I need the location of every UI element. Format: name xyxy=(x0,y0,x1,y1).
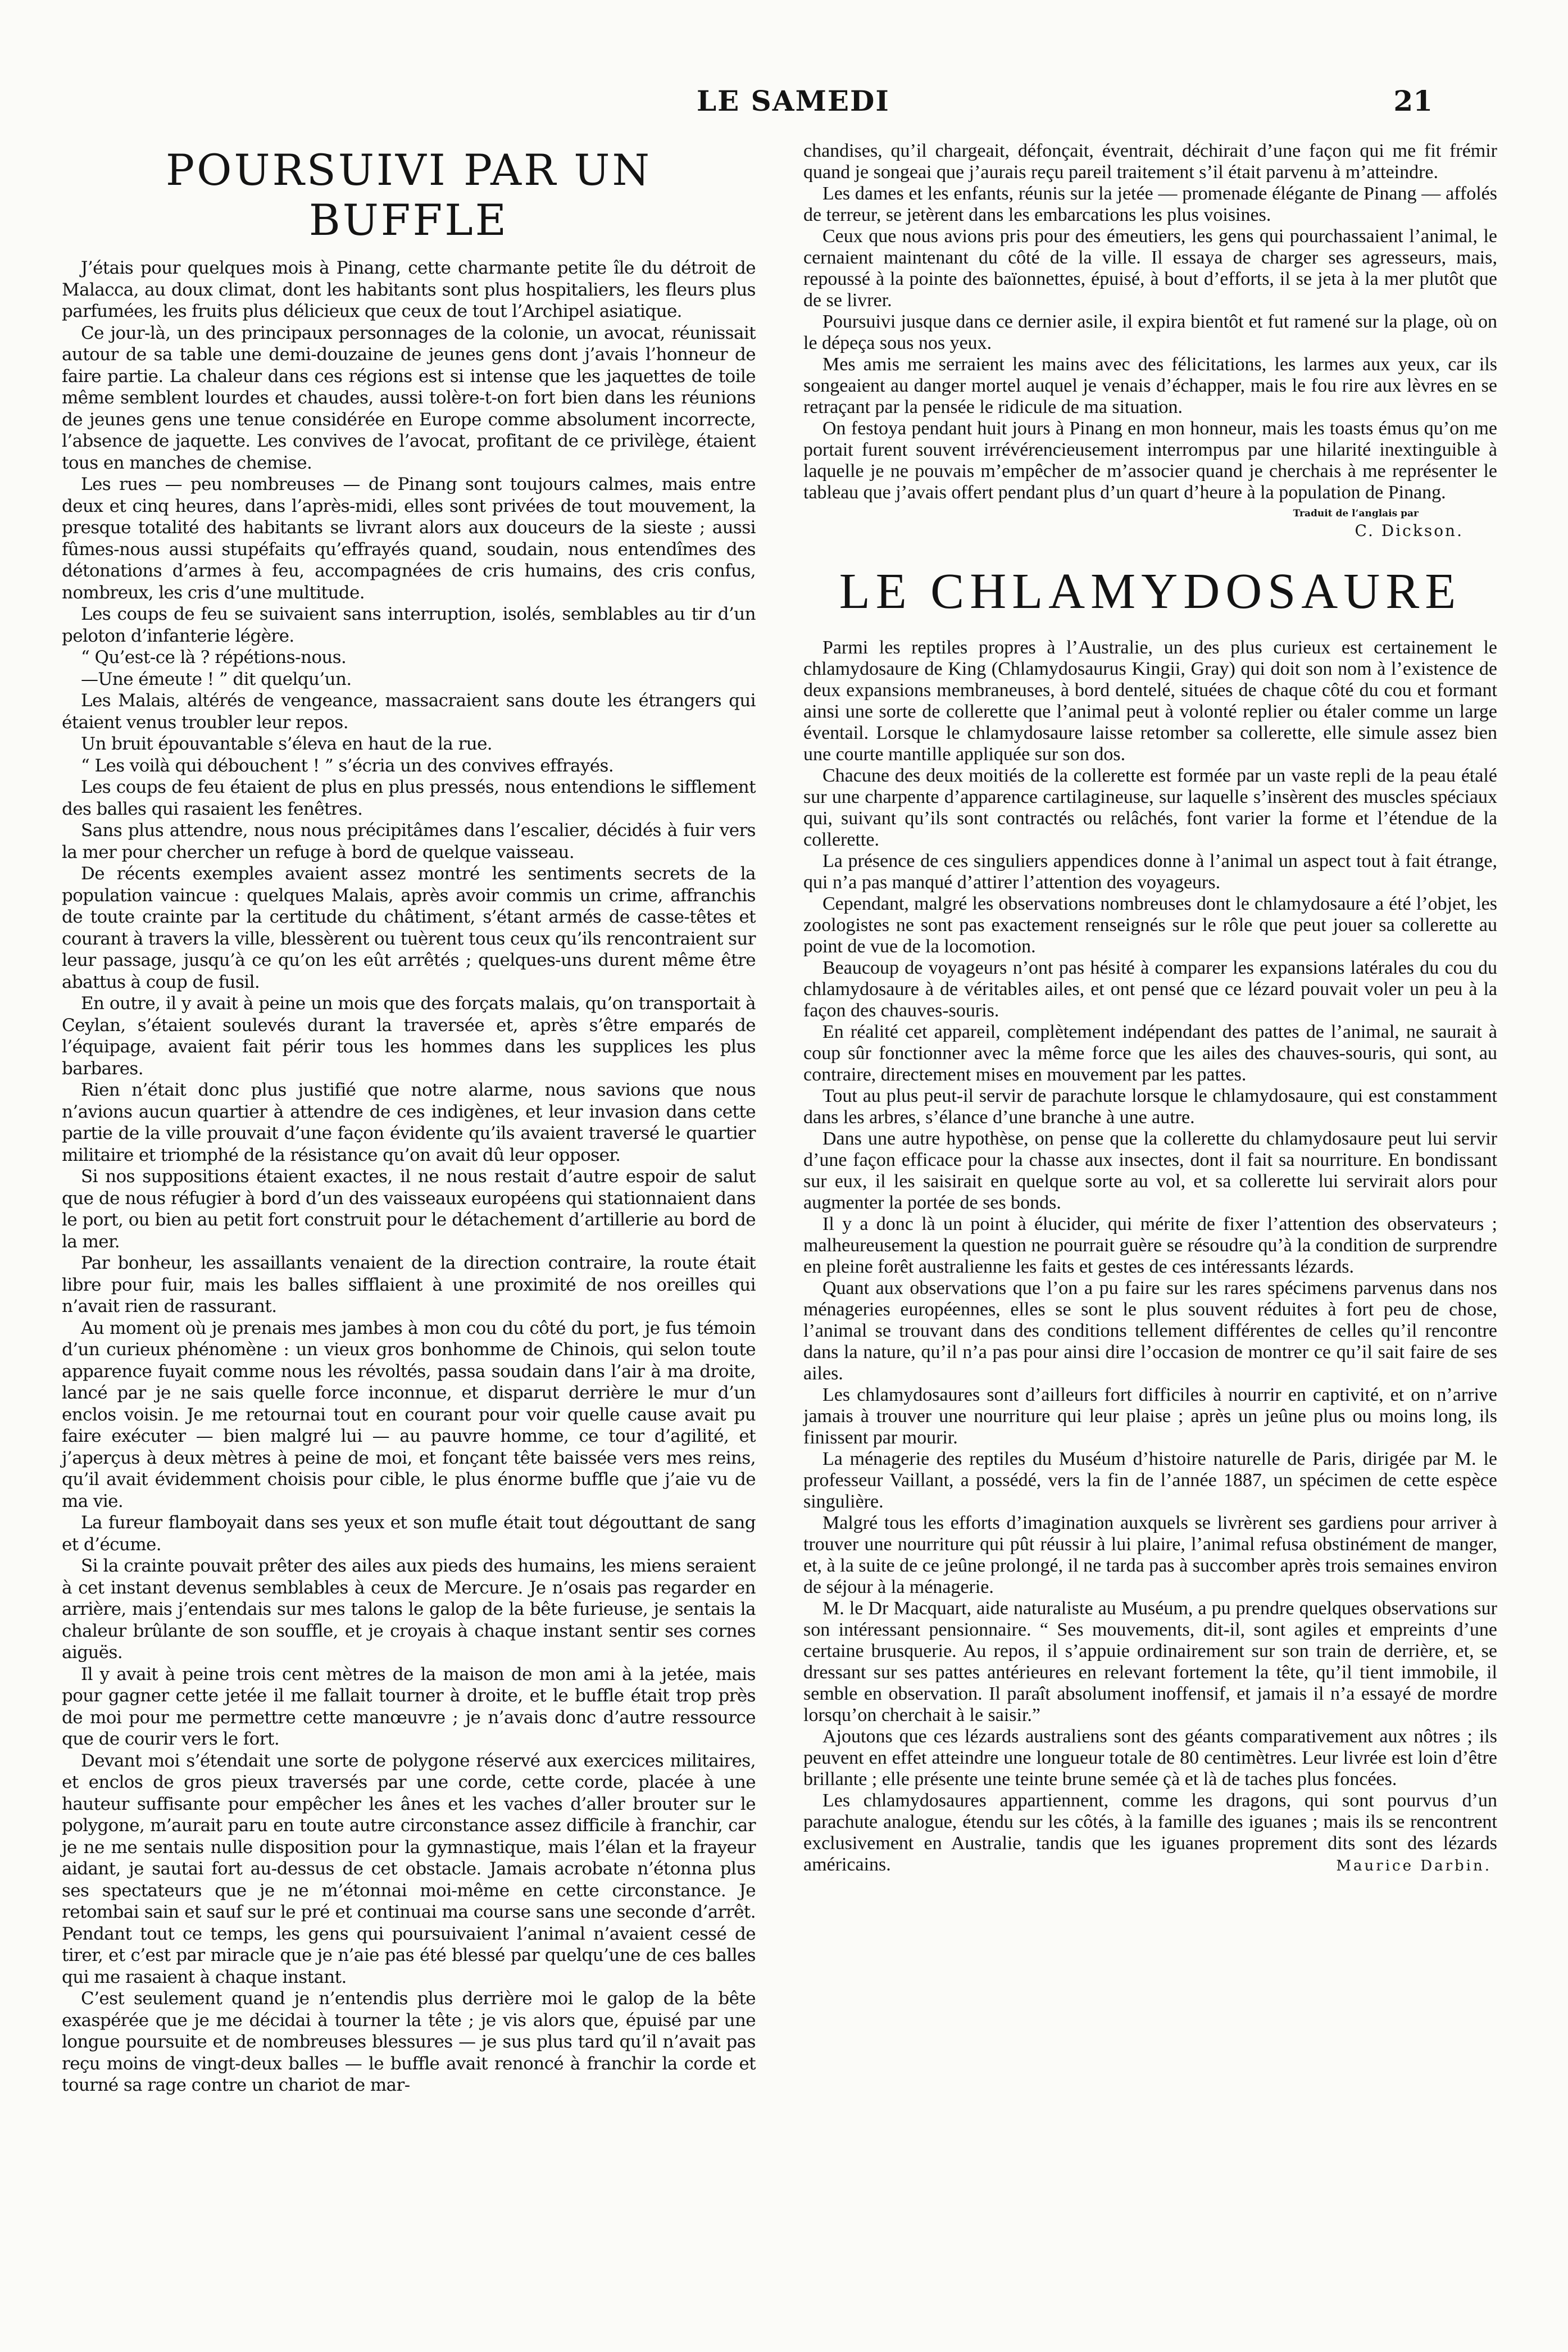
page-header xyxy=(697,84,1433,124)
article-title-buffle: POURSUIVI PAR UN BUFFLE xyxy=(166,145,652,245)
paragraph: Ce jour-là, un des principaux personnages de la colonie, un avocat, réunissait autour de sa table une demi-douzaine de jeunes gens dont j’avais l’honneur de faire partie. La chaleur dans ces régions est si intense que les jaquettes de toile même semblent lourdes et chaudes, aussi tolère-t-on fort bien dans les réunions de jeunes gens une tenue considérée en Europe comme absolument incorrecte, l’absence de jaquette. Les convives de l’avocat, profitant de ce privilège, étaient tous en manches de chemise. xyxy=(62,323,756,473)
paragraph: Ajoutons que ces lézards australiens sont des géants comparativement aux nôtres ; ils peuvent en effet atteindre une longueur totale de 80 centimètres. Leur livrée est loin d’être brillante ; elle présente une teinte brune semée çà et là de taches plus foncées. xyxy=(803,1726,1497,1790)
paragraph: Les rues — peu nombreuses — de Pinang sont toujours calmes, mais entre deux et cinq heures, dans l’après-midi, elles sont privées de tout mouvement, la presque totalité des habitants se livrant alors aux douceurs de la sieste ; aussi fûmes-nous aussi stupéfaits qu’effrayés quand, soudain, nous entendîmes des détonations d’armes à feu, accompagnées de cris humains, des cris confus, nombreux, les cris d’une multitude. xyxy=(62,474,756,603)
paragraph: Poursuivi jusque dans ce dernier asile, il expira bientôt et fut ramené sur la plage, où on le dépeça sous nos yeux. xyxy=(803,311,1497,353)
paragraph: Chacune des deux moitiés de la collerette est formée par un vaste repli de la peau étalé sur une charpente d’apparence cartilagineuse, sur laquelle s’insèrent des muscles spéciaux qui, suivant qu’ils sont contractés ou relâchés, font varier la forme et l’étendue de la collerette. xyxy=(803,765,1497,850)
paragraph: Les chlamydosaures appartiennent, comme les dragons, qui sont pourvus d’un parachute analogue, étendu sur les côtés, à la famille des iguanes ; mais ils se rencontrent exclusivement en Australie, tandis que les iguanes proprement dits sont des lézards américains. xyxy=(803,1790,1497,1875)
paragraph: Les Malais, altérés de vengeance, massacraient sans doute les étrangers qui étaient venus troubler leur repos. xyxy=(62,691,756,733)
paragraph: —Une émeute ! ” dit quelqu’un. xyxy=(81,669,352,689)
paragraph: Mes amis me serraient les mains avec des félicitations, les larmes aux yeux, car ils songeaient au danger mortel auquel je venais d’échapper, mais le fou rire aux lèvres en se retraçant par la pensée le ridicule de ma situation. xyxy=(803,354,1497,417)
paragraph: “ Les voilà qui débouchent ! ” s’écria un des convives effrayés. xyxy=(81,755,614,776)
paragraph: J’étais pour quelques mois à Pinang, cette charmante petite île du détroit de Malacca, au doux climat, dont les habitants sont plus hospitaliers, les fleurs plus parfumées, les fruits plus délicieux que ceux de tout l’Archipel asiatique. xyxy=(62,258,756,321)
article-body-buffle xyxy=(62,257,756,2096)
page-number: 21 xyxy=(1393,84,1433,117)
paragraph: Tout au plus peut-il servir de parachute lorsque le chlamydosaure, qui est constamment dans les arbres, s’élance d’une branche à une autre. xyxy=(803,1086,1497,1128)
paragraph: On festoya pendant huit jours à Pinang en mon honneur, mais les toasts émus qu’on me portait furent souvent irrévérencieusement interrompus par une hilarité inextinguible à laquelle je ne pouvais m’empêcher de m’associer quand je cherchais à me représenter le tableau que j’avais offert pendant plus d’un quart d’heure à la population de Pinang. xyxy=(803,418,1497,503)
paragraph: chandises, qu’il chargeait, défonçait, éventrait, déchirait d’une façon qui me fit frémir quand je songeai que j’aurais reçu pareil traitement s’il était parvenu à m’atteindre. xyxy=(803,140,1497,183)
article-title-chlamydosaure: LE CHLAMYDOSAURE xyxy=(839,564,1462,619)
paragraph: Parmi les reptiles propres à l’Australie, un des plus curieux est certainement le chlamydosaure de King (Chlamydosaurus Kingii, Gray) qui doit son nom à l’existence de deux expansions membraneuses, à bord dentelé, situées de chaque côté du cou et formant ainsi une sorte de collerette que l’animal peut à volonté replier ou étaler comme un large éventail. Lorsque le chlamydosaure laisse retomber sa collerette, elle simule assez bien une courte mantille appliquée sur son dos. xyxy=(803,637,1497,765)
paragraph: Au moment où je prenais mes jambes à mon cou du côté du port, je fus témoin d’un curieux phénomène : un vieux gros bonhomme de Chinois, qui selon toute apparence fuyait comme nous les révoltés, passa soudain dans l’air à ma droite, lancé par je ne sais quelle force inconnue, et disparut derrière le mur d’un enclos voisin. Je me retournai tout en courant pour voir quelle cause avait pu faire exécuter — bien malgré lui — au pauvre homme, ce tour d’agilité, et j’aperçus à deux mètres à peine de moi, et fonçant tête baissée vers mes reins, qu’il avait évidemment choisis pour cible, le plus énorme buffle que j’aie vu de ma vie. xyxy=(62,1318,756,1511)
journal-title: LE SAMEDI xyxy=(697,84,890,117)
author-signature: Maurice Darbin. xyxy=(1336,1858,1492,1874)
paragraph: Les dames et les enfants, réunis sur la jetée — promenade élégante de Pinang — affolés de terreur, se jetèrent dans les embarcations les plus voisines. xyxy=(803,183,1497,225)
paragraph: En réalité cet appareil, complètement indépendant des pattes de l’animal, ne saurait à coup sûr fonctionner avec la même force que les ailes des chauves-souris, qui sont, au contraire, directement mises en mouvement par les pattes. xyxy=(803,1021,1497,1085)
paragraph: Il y a donc là un point à élucider, qui mérite de fixer l’attention des observateurs ; malheureusement la question ne pourrait guère se résoudre qu’à la condition de surprendre en pleine forêt australienne les faits et gestes de ces intéressants lézards. xyxy=(803,1214,1497,1277)
paragraph: Beaucoup de voyageurs n’ont pas hésité à comparer les expansions latérales du cou du chlamydosaure à de véritables ailes, et ont pensé que ce lézard pouvait voler un peu à la façon des chauves-souris. xyxy=(803,957,1497,1021)
left-column xyxy=(62,140,756,2096)
paragraph: Cependant, malgré les observations nombreuses dont le chlamydosaure a été l’objet, les zoologistes ne sont pas exactement renseignés sur le rôle que peut jouer sa collerette au point de vue de la locomotion. xyxy=(803,893,1497,957)
paragraph: De récents exemples avaient assez montré les sentiments secrets de la population vaincue : quelques Malais, après avoir commis un crime, affranchis de toute crainte par la certitude du châtiment, s’étant armés de casse-têtes et courant à travers la ville, blessèrent ou tuèrent tous ceux qu’ils rencontraient sur leur passage, jusqu’à ce qu’on les eût arrêtés ; quelques-uns durent même être abattus à coup de fusil. xyxy=(62,864,756,992)
translator-name: C. Dickson. xyxy=(1355,521,1464,540)
paragraph: En outre, il y avait à peine un mois que des forçats malais, qu’on transportait à Ceylan, s’étaient soulevés durant la traversée et, après s’être emparés de l’équipage, avaient fait périr tous les hommes dans les supplices les plus barbares. xyxy=(62,993,756,1079)
paragraph: La ménagerie des reptiles du Muséum d’histoire naturelle de Paris, dirigée par M. le professeur Vaillant, a possédé, vers la fin de l’année 1887, un spécimen de cette espèce singulière. xyxy=(803,1449,1497,1512)
right-column xyxy=(803,140,1497,1874)
paragraph: Les coups de feu se suivaient sans interruption, isolés, semblables au tir d’un peloton d’infanterie légère. xyxy=(62,604,756,646)
paragraph: Sans plus attendre, nous nous précipitâmes dans l’escalier, décidés à fuir vers la mer pour chercher un refuge à bord de quelque vaisseau. xyxy=(62,820,756,862)
paragraph: Un bruit épouvantable s’éleva en haut de la rue. xyxy=(81,734,493,754)
paragraph: Devant moi s’étendait une sorte de polygone réservé aux exercices militaires, et enclos de gros pieux traversés par une corde, cette corde, placée à une hauteur suffisante pour empêcher les ânes et les vaches d’aller brouter sur le polygone, m’aurait paru en toute autre circonstance assez difficile à franchir, car je ne me sentais nulle disposition pour la gymnastique, mais l’élan et la frayeur aidant, je sautai fort au-dessus de cet obstacle. Jamais acrobate n’étonna plus ses spectateurs que je ne m’étonnai moi-même en cette circonstance. Je retombai sain et sauf sur le pré et continuai ma course sans une seconde d’arrêt. Pendant tout ce temps, les gens qui poursuivaient l’animal n’avaient cessé de tirer, et c’est par miracle que je n’aie pas été blessé par quelqu’une de ces balles qui me rasaient à chaque instant. xyxy=(62,1750,756,1987)
paragraph: Si nos suppositions étaient exactes, il ne nous restait d’autre espoir de salut que de nous réfugier à bord d’un des vaisseaux européens qui stationnaient dans le port, ou bien au petit fort construit pour le détachement d’artillerie au bord de la mer. xyxy=(62,1166,756,1252)
paragraph: Dans une autre hypothèse, on pense que la collerette du chlamydosaure peut lui servir d’une façon efficace pour la chasse aux insectes, dont il fait sa nourriture. En bondissant sur eux, il les saisirait en quelque sorte au vol, et sa collerette lui servirait alors pour augmenter la portée de ses bonds. xyxy=(803,1128,1497,1213)
paragraph: M. le Dr Macquart, aide naturaliste au Muséum, a pu prendre quelques observations sur son intéressant pensionnaire. “ Ses mouvements, dit-il, sont agiles et empreints d’une certaine brusquerie. Au repos, il s’appuie ordinairement sur son train de derrière, et, se dressant sur ses pattes antérieures en relevant fortement la tête, qu’il tient immobile, il semble en observation. Il paraît absolument inoffensif, et jamais il n’a essayé de mordre lorsqu’on cherchait à le saisir.” xyxy=(803,1598,1497,1726)
translator-credit-line: Traduit de l’anglais par xyxy=(1293,508,1419,519)
article-body-chlamydosaure xyxy=(803,637,1497,1876)
paragraph: “ Qu’est-ce là ? répétions-nous. xyxy=(81,647,347,668)
paragraph: La fureur flamboyait dans ses yeux et son mufle était tout dégouttant de sang et d’écume. xyxy=(62,1513,756,1555)
paragraph: Rien n’était donc plus justifié que notre alarme, nous savions que nous n’avions aucun quartier à attendre de ces indigènes, et leur invasion dans cette partie de la ville prouvait d’une façon évidente qu’ils avaient traversé le quartier militaire et triomphé de la résistance qu’on avait dû leur opposer. xyxy=(62,1080,756,1165)
paragraph: Ceux que nous avions pris pour des émeutiers, les gens qui pourchassaient l’animal, le cernaient maintenant du côté de la ville. Il essaya de charger ses agresseurs, mais, repoussé à la pointe des baïonnettes, épuisé, à bout d’efforts, il se jeta à la mer plutôt que de se livrer. xyxy=(803,226,1497,311)
paragraph: Si la crainte pouvait prêter des ailes aux pieds des humains, les miens seraient à cet instant devenus semblables à ceux de Mercure. Je n’osais pas regarder en arrière, mais j’entendais sur mes talons le galop de la bête furieuse, je sentais la chaleur brûlante de son souffle, et je croyais à chaque instant sentir ses cornes aiguës. xyxy=(62,1556,756,1663)
paragraph: C’est seulement quand je n’entendis plus derrière moi le galop de la bête exaspérée que je me décidai à tourner la tête ; je vis alors que, épuisé par une longue poursuite et de nombreuses blessures — je sus plus tard qu’il n’avait pas reçu moins de vingt-deux balles — le buffle avait renoncé à franchir la corde et tourné sa rage contre un chariot de mar- xyxy=(62,1988,756,2095)
paragraph: Malgré tous les efforts d’imagination auxquels se livrèrent ses gardiens pour arriver à trouver une nourriture qui pût réussir à lui plaire, l’animal refusa obstinément de manger, et, à la suite de ce jeûne prolongé, il ne tarda pas à succomber après trois semaines environ de séjour à la ménagerie. xyxy=(803,1513,1497,1597)
paragraph: Les coups de feu étaient de plus en plus pressés, nous entendions le sifflement des balles qui rasaient les fenêtres. xyxy=(62,777,756,819)
article-continuation-buffle xyxy=(803,140,1497,503)
paragraph: Quant aux observations que l’on a pu faire sur les rares spécimens parvenus dans nos ménageries européennes, elles se sont le plus souvent réduites à fort peu de chose, l’animal se trouvant dans des conditions tellement différentes de celles qu’il rencontre dans la nature, qu’il n’a pas pour ainsi dire l’occasion de montrer ce qu’il sait faire de ses ailes. xyxy=(803,1278,1497,1384)
paragraph: Par bonheur, les assaillants venaient de la direction contraire, la route était libre pour fuir, mais les balles sifflaient à une proximité de nos oreilles qui n’avait rien de rassurant. xyxy=(62,1253,756,1316)
paragraph: Il y avait à peine trois cent mètres de la maison de mon ami à la jetée, mais pour gagner cette jetée il me fallait tourner à droite, et le buffle était trop près de moi pour me permettre cette manœuvre ; je n’avais donc d’autre ressource que de courir vers le fort. xyxy=(62,1664,756,1749)
paragraph: Les chlamydosaures sont d’ailleurs fort difficiles à nourrir en captivité, et on n’arrive jamais à trouver une nourriture qui leur plaise ; après un jeûne plus ou moins long, ils finissent par mourir. xyxy=(803,1384,1497,1448)
paragraph: La présence de ces singuliers appendices donne à l’animal un aspect tout à fait étrange, qui n’a pas manqué d’attirer l’attention des voyageurs. xyxy=(803,851,1497,893)
